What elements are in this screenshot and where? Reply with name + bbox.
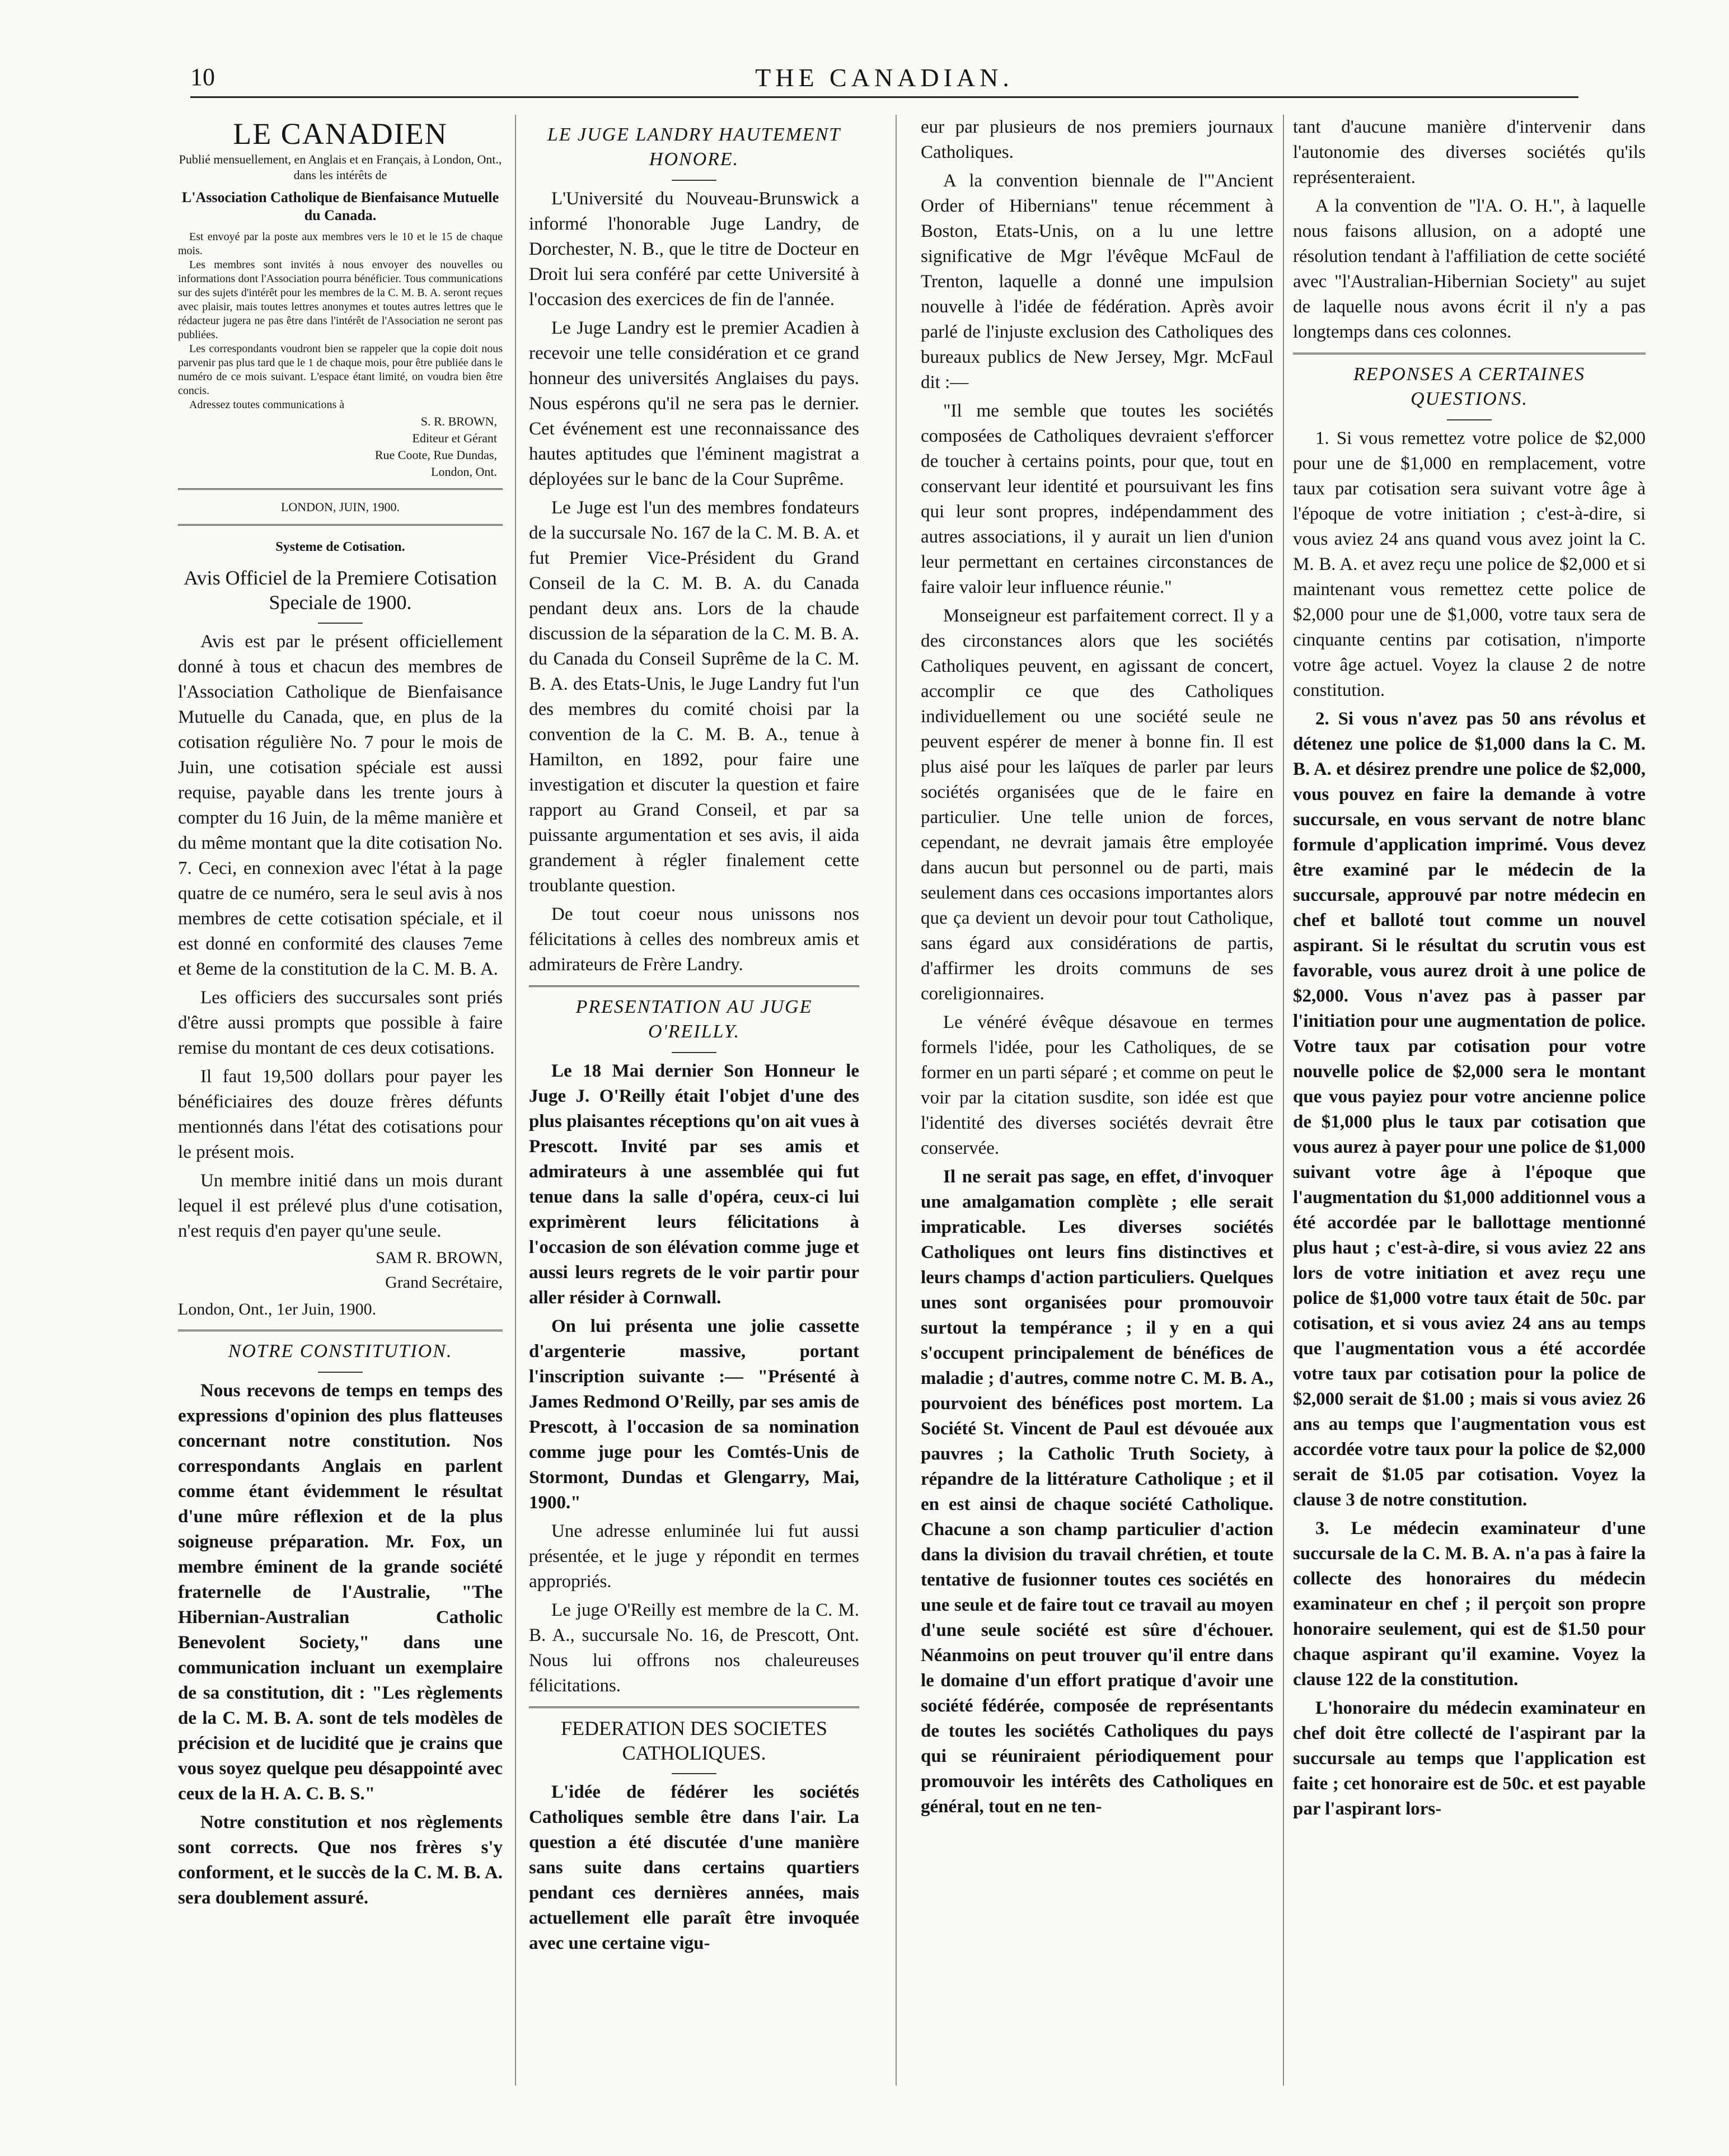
divider (529, 1706, 859, 1708)
article-paragraph: Il ne serait pas sage, en effet, d'invoquer une amalgamation complète ; elle serait impraticable. Les diverses sociétés Catholiques ont leurs fins distinctives et leurs champs d'action particuliers. Quelques unes sont organisées pour promouvoir surtout la tempérance ; il y en a qui s'occupent principalement de bénéfices de maladie ; d'autres, comme notre C. M. B. A., pourvoient des bénéfices post mortem. La Société St. Vincent de Paul est dévouée aux pauvres ; la Catholic Truth Society, à répandre de la littérature Catholique ; et il en est ainsi de chaque société Catholique. Chacune a son champ particulier d'action dans la division du travail chrétien, et toute tentative de fusionner toutes ces sociétés en une seule et de faire tout ce travail au moyen d'une seule société est sûre d'échouer. Néanmoins on peut trouver qu'il entre dans le domaine d'un effort pratique d'avoir une société fédérée, composée de représentants de toutes les sociétés Catholiques du pays qui se réuniraient périodiquement pour promouvoir les intérêts des Catholiques en général, tout en ne ten- (921, 1167, 1273, 1817)
divider (318, 623, 363, 624)
divider (1447, 419, 1492, 420)
article-title: LE JUGE LANDRY HAUTEMENT HONORE. (547, 124, 841, 170)
article-paragraph: 1. Si vous remettez votre police de $2,000 pour une de $1,000 en remplacement, votre taux par cotisation sera suivant votre âge à l'époque de votre initiation ; c'est-à-dire, si vous aviez 24 ans quand vous avez joint la C. M. B. A. et avez reçu une police de $2,000 et si maintenant vous remettez cette police de $2,000 pour une de $1,000, votre taux sera de cinquante centins par cotisation, n'importe votre âge actuel. Voyez la clause 2 de notre constitution. (1293, 428, 1646, 700)
page-header (190, 63, 1578, 98)
article-paragraph: Le Juge est l'un des membres fondateurs de la succursale No. 167 de la C. M. B. A. et fut Premier Vice-Président du Grand Conseil de la C. M. B. A. du Canada pendant deux ans. Lors de la chaude discussion de la séparation de la C. M. B. A. du Canada du Conseil Suprême de la C. M. B. A. des Etats-Unis, le Juge Landry fut l'un des membres du comité choisi par la convention de la C. M. B. A., tenue à Hamilton, en 1892, pour faire une investigation et discuter la question et faire rapport au Grand Conseil, et par sa puissante argumentation et ses avis, il aida grandement à régler finalement cette troublante question. (529, 498, 859, 896)
article-paragraph: Un membre initié dans un mois durant lequel il est prélevé plus d'une cotisation, n'est requis d'en payer qu'une seule. (178, 1171, 503, 1241)
column-4 (1293, 115, 1646, 2097)
divider (318, 1372, 363, 1373)
article-paragraph: On lui présenta une jolie cassette d'argenterie massive, portant l'inscription suivante :— "Présenté à James Redmond O'Reilly, par ses amis de Prescott, à l'occasion de sa nomination comme juge pour les Comtés-Unis de Stormont, Dundas et Glengarry, Mai, 1900." (529, 1316, 859, 1513)
divider (178, 1330, 503, 1331)
article-paragraph: Le Juge Landry est le premier Acadien à recevoir une telle considération et ce grand honneur des universités Anglaises du pays. Nous espérons qu'il ne sera pas le dernier. Cet événement est une reconnaissance des hautes aptitudes que l'éminent magistrat a déployées sur le banc de la Cour Suprême. (529, 318, 859, 489)
divider (529, 985, 859, 987)
section-subhead: Systeme de Cotisation. (275, 540, 405, 554)
article-paragraph: "Il me semble que toutes les sociétés composées de Catholiques devraient s'efforcer de toucher à certains points, pour que, tout en conservant leur identité et poursuivant les fins qui leur sont propres, indépendamment des autres associations, il y aurait un lien d'union leur permettant en certaines circonstances de faire valoir leur influence réunie." (921, 401, 1273, 597)
article-paragraph: 3. Le médecin examinateur d'une succursale de la C. M. B. A. n'a pas à faire la collecte des honoraires du médecin examinateur en chef ; il perçoit son propre honoraire seulement, qui est de $1.50 pour chaque aspirant qu'il examine. Voyez la clause 122 de la constitution. (1293, 1518, 1646, 1690)
article-paragraph: L'Université du Nouveau-Brunswick a informé l'honorable Juge Landry, de Dorchester, N. B., que le titre de Docteur en Droit lui sera conféré par cette Université à l'occasion des exercices de fin de l'année. (529, 189, 859, 310)
article-paragraph: L'idée de fédérer les sociétés Catholiques semble être dans l'air. La question a été discutée d'une manière sans suite dans certains quartiers pendant ces dernières années, mais actuellement elle paraît être invoquée avec une certaine vigu- (529, 1782, 859, 1953)
notice-paragraph: Les membres sont invités à nous envoyer des nouvelles ou informations dont l'Association pourra bénéficier. Tous communications sur des sujets d'intérêt pour les membres de la C. M. B. A. seront reçues avec plaisir, mais toutes lettres anonymes et toutes autres lettres que le rédacteur jugera ne pas être dans l'intérêt de l'Association ne seront pas publiées. (178, 259, 503, 341)
article-paragraph: Monseigneur est parfaitement correct. Il y a des circonstances alors que les sociétés Catholiques peuvent, en agissant de concert, accomplir ce que des Catholiques individuellement ou une société seule ne peuvent espérer de mener à bonne fin. Il est plus aisé pour les laïques de parler par leurs sociétés organisées que de le faire en particulier. Une telle union de forces, cependant, ne devrait jamais être employée dans aucun but personnel ou de parti, mais seulement dans ces occasions importantes alors que ça devient un devoir pour tout Catholique, sans égard aux considérations de partis, d'affirmer les droits communs de ses coreligionnaires. (921, 606, 1273, 1004)
column-divider (515, 115, 516, 2085)
article-paragraph: Avis est par le présent officiellement donné à tous et chacun des membres de l'Association Catholique de Bienfaisance Mutuelle du Canada, que, en plus de la cotisation régulière No. 7 pour le mois de Juin, une cotisation spéciale est aussi requise, payable dans les trente jours à compter du 16 Juin, de la même manière et du même montant que la dite cotisation No. 7. Ceci, en connexion avec l'état à la page quatre de ce numéro, sera le seul avis à nos membres de cette cotisation spéciale, et il est donné en conformité des clauses 7eme et 8eme de la constitution de la C. M. B. A. (178, 632, 503, 979)
column-divider (1283, 115, 1284, 2085)
article-paragraph: Les officiers des succursales sont priés d'être aussi prompts que possible à faire remise du montant de ces deux cotisations. (178, 988, 503, 1058)
column-divider (896, 115, 897, 2085)
signature-date: London, Ont., 1er Juin, 1900. (178, 1300, 377, 1318)
association-name: L'Association Catholique de Bienfaisance Mutuelle du Canada. (181, 189, 499, 223)
editor-name: S. R. BROWN, (420, 414, 497, 428)
article-paragraph: A la convention biennale de l'"Ancient Order of Hibernians" tenue récemment à Boston, Etats-Unis, on a lu une lettre significative de Mgr l'évêque McFaul de Trenton, laquelle a donné une impulsion nouvelle à l'idée de fédération. Après avoir parlé de l'injuste exclusion des Catholiques des bureaux publics de New Jersey, Mgr. McFaul dit :— (921, 171, 1273, 392)
column-2 (529, 115, 859, 2097)
editor-address: Rue Coote, Rue Dundas, (374, 448, 497, 462)
signature-title: Grand Secrétaire, (385, 1273, 503, 1292)
masthead: LE CANADIEN (233, 117, 448, 151)
editor-city: London, Ont. (431, 465, 497, 479)
article-paragraph: Le juge O'Reilly est membre de la C. M. B. A., succursale No. 16, de Prescott, Ont. Nous lui offrons nos chaleureuses félicitations. (529, 1600, 859, 1696)
divider (1293, 353, 1646, 354)
publication-notice (178, 230, 503, 412)
column-3 (921, 115, 1273, 2097)
publication-line: Publié mensuellement, en Anglais et en Français, à London, Ont., dans les intérêts de (179, 152, 502, 182)
section-title: NOTRE CONSTITUTION. (228, 1341, 453, 1362)
notice-paragraph: Les correspondants voudront bien se rappeler que la copie doit nous parvenir pas plus tard que le 1 de chaque mois, pour être publiée dans le numéro de ce mois suivant. L'espace étant limité, on voudra bien être concis. (178, 343, 503, 397)
divider (672, 1773, 716, 1774)
column-1 (178, 115, 503, 2097)
divider (672, 1052, 716, 1053)
article-title: PRESENTATION AU JUGE O'REILLY. (575, 997, 813, 1042)
notice-paragraph: Adressez toutes communications à (189, 399, 345, 411)
headline: Avis Officiel de la Premiere Cotisation Speciale de 1900. (184, 567, 497, 614)
page-number: 10 (190, 63, 215, 91)
running-title: THE CANADIAN. (755, 63, 1014, 92)
article-paragraph: Nous recevons de temps en temps des expressions d'opinion des plus flatteuses concernant notre constitution. Nos correspondants Anglais en parlent comme étant évidemment le résultat d'une mûre réflexion et de la plus soigneuse préparation. Mr. Fox, un membre éminent de la grande société fraternelle de l'Australie, "The Hibernian-Australian Catholic Benevolent Society," dans une communication incluant un exemplaire de sa constitution, dit : "Les règlements de la C. M. B. A. sont de tels modèles de précision et de lucidité que je crains que vous soyez quelque peu désappointé avec ceux de la H. A. C. B. S." (178, 1381, 503, 1804)
article-paragraph: Le 18 Mai dernier Son Honneur le Juge J. O'Reilly était l'objet d'une des plus plaisantes réceptions qu'on ait vues à Prescott. Invité par ses amis et admirateurs à une assemblée qui fut tenue dans la salle d'opéra, ceux-ci lui exprimèrent leurs félicitations à l'occasion de son élévation comme juge et aussi leurs regrets de le voir partir pour aller résider à Cornwall. (529, 1061, 859, 1308)
article-paragraph: L'honoraire du médecin examinateur en chef doit être collecté de l'aspirant par la succursale au temps que l'application est faite ; cet honoraire est de 50c. et est payable par l'aspirant lors- (1293, 1698, 1646, 1819)
article-title: FEDERATION DES SOCIETES CATHOLIQUES. (560, 1717, 827, 1764)
article-title: REPONSES A CERTAINES QUESTIONS. (1353, 364, 1585, 409)
article-paragraph: tant d'aucune manière d'intervenir dans l'autonomie des diverses sociétés qu'ils représenteraient. (1293, 117, 1646, 188)
dateline: LONDON, JUIN, 1900. (178, 488, 503, 526)
article-paragraph: A la convention de "l'A. O. H.", à laquelle nous faisons allusion, on a adopté une résolution tendant à l'affiliation de cette société avec "l'Australian-Hibernian Society" au sujet de laquelle nous avons écrit il n'y a pas longtemps dans ces colonnes. (1293, 196, 1646, 342)
article-paragraph: Notre constitution et nos règlements sont corrects. Que nos frères s'y conforment, et le succès de la C. M. B. A. sera doublement assuré. (178, 1812, 503, 1908)
article-paragraph: Le vénéré évêque désavoue en termes formels l'idée, pour les Catholiques, de se former en un parti séparé ; et comme on peut le voir par la citation susdite, son idée est que l'identité des diverses sociétés devrait être conservée. (921, 1012, 1273, 1158)
notice-paragraph: Est envoyé par la poste aux membres vers le 10 et le 15 de chaque mois. (178, 231, 503, 257)
article-paragraph: Une adresse enluminée lui fut aussi présentée, et le juge y répondit en termes appropriés. (529, 1521, 859, 1592)
article-paragraph: De tout coeur nous unissons nos félicitations à celles des nombreux amis et admirateurs de Frère Landry. (529, 904, 859, 975)
divider (672, 180, 716, 181)
editor-title: Editeur et Gérant (412, 431, 497, 445)
article-paragraph: eur par plusieurs de nos premiers journaux Catholiques. (921, 117, 1273, 162)
article-paragraph: Il faut 19,500 dollars pour payer les bénéficiaires des douze frères défunts mentionnés dans l'état des cotisations pour le présent mois. (178, 1067, 503, 1162)
signature-name: SAM R. BROWN, (376, 1248, 503, 1267)
article-paragraph: 2. Si vous n'avez pas 50 ans révolus et détenez une police de $1,000 dans la C. M. B. A. et désirez prendre une police de $2,000, vous pouvez en faire la demande à votre succursale, en vous servant de notre blanc formule d'application imprimé. Vous devez être examiné par le médecin de la succursale, approuvé par notre médecin en chef et balloté tout comme un nouvel aspirant. Si le résultat du scrutin vous est favorable, vous aurez droit à une police de $2,000. Vous n'avez pas à passer par l'initiation pour une augmentation de police. Votre taux par cotisation pour votre nouvelle police de $2,000 sera le montant que vous payiez pour votre ancienne police de $1,000 plus le taux par cotisation que vous aurez à payer pour une police de $1,000 suivant votre âge à l'époque que l'augmentation du $1,000 additionnel vous a été accordée par le ballottage mentionné plus haut ; c'est-à-dire, si vous aviez 22 ans lors de votre initiation et avez reçu une police de $1,000 votre taux était de 50c. par cotisation, et si vous aviez 24 ans au temps que l'augmentation vous a été accordée votre taux par cotisation pour la police de $2,000 serait de $1.00 ; mais si vous aviez 26 ans au temps que l'augmentation vous est accordée votre taux pour la police de $2,000 serait de $1.05 par cotisation. Voyez la clause 3 de notre constitution. (1293, 709, 1646, 1510)
